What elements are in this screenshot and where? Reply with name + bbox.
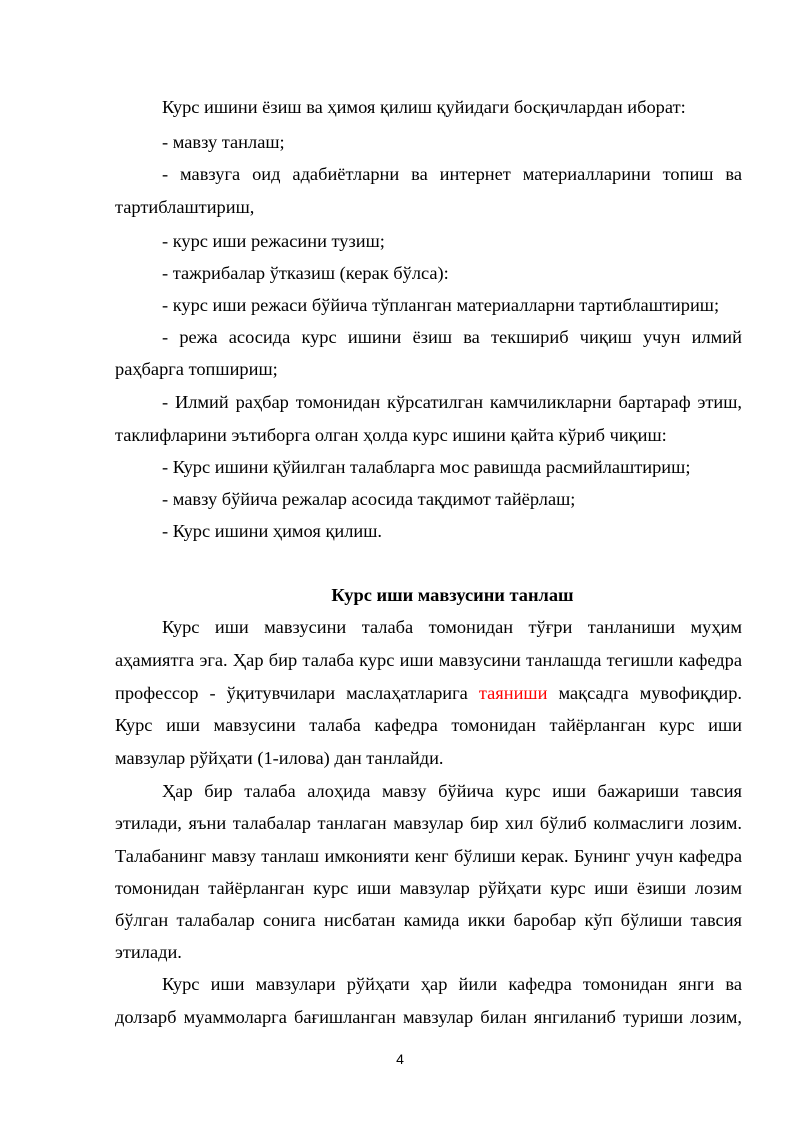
paragraph1-line1: Курс иши мавзусини талаба томонидан тўғри танланиши муҳим xyxy=(162,617,742,637)
stage-item-write-submit-line1: - режа асосида курс ишини ёзиш ва текшириб чиқиш учун илмий xyxy=(162,327,742,347)
highlighted-word: таяниши xyxy=(478,683,548,703)
stage-item-format: - Курс ишини қўйилган талабларга мос равишда расмийлаштириш; xyxy=(162,457,691,477)
stage-item-revise-line1: - Илмий раҳбар томонидан кўрсатилган камчиликларни бартараф этиш, xyxy=(162,392,742,412)
paragraph1-line3 xyxy=(115,680,742,706)
paragraph2-line2: этилади, яъни талабалар танлаган мавзулар бир хил бўлиб колмаслиги лозим. xyxy=(115,813,742,833)
paragraph1-line4: Курс иши мавзусини талаба кафедра томонидан тайёрланган курс иши xyxy=(115,715,742,735)
paragraph1-line3-part2: мақсадга мувофиқдир. xyxy=(547,683,742,703)
page-number: 4 xyxy=(396,1051,404,1067)
paragraph2-line3: Талабанинг мавзу танлаш имконияти кенг бўлиши керак. Бунинг учун кафедра xyxy=(115,846,742,866)
paragraph3-line2: долзарб муаммоларга бағишланган мавзулар билан янгиланиб туриши лозим, xyxy=(115,1007,742,1027)
paragraph3-line1: Курс иши мавзулари рўйҳати ҳар йили кафедра томонидан янги ва xyxy=(162,974,742,994)
section-heading: Курс иши мавзусини танлаш xyxy=(331,585,574,605)
stage-item-write-submit-line2: раҳбарга топшириш; xyxy=(115,359,278,379)
stage-item-presentation: - мавзу бўйича режалар асосида тақдимот тайёрлаш; xyxy=(162,489,576,509)
paragraph2-line4: томонидан тайёрланган курс иши мавзулар рўйҳати курс иши ёзиши лозим xyxy=(115,878,742,898)
stages-intro: Курс ишини ёзиш ва ҳимоя қилиш қуйидаги босқичлардан иборат: xyxy=(162,97,686,117)
paragraph1-line3-part1: профессор - ўқитувчилари маслаҳатларига xyxy=(115,683,479,703)
paragraph1-line2: аҳамиятга эга. Ҳар бир талаба курс иши мавзусини танлашда тегишли кафедра xyxy=(115,650,742,670)
stage-item-plan: - курс иши режасини тузиш; xyxy=(162,231,385,251)
paragraph2-line6: этилади. xyxy=(115,942,182,962)
stage-item-topic-selection: - мавзу танлаш; xyxy=(162,132,285,152)
stage-item-revise-line2: таклифларини эътиборга олган ҳолда курс ишини қайта кўриб чиқиш: xyxy=(115,425,667,445)
stage-item-literature-line2: тартиблаштириш, xyxy=(115,197,255,217)
stage-item-organize-materials: - курс иши режаси бўйича тўпланган материалларни тартиблаштириш; xyxy=(162,295,720,315)
paragraph2-line1: Ҳар бир талаба алоҳида мавзу бўйича курс иши бажариши тавсия xyxy=(162,781,742,801)
paragraph2-line5: бўлган талабалар сонига нисбатан камида икки баробар кўп бўлиши тавсия xyxy=(115,910,742,930)
paragraph1-line5: мавзулар рўйҳати (1-илова) дан танлайди. xyxy=(115,748,444,768)
stage-item-literature-line1: - мавзуга оид адабиётларни ва интернет материалларини топиш ва xyxy=(162,164,742,184)
stage-item-experiments: - тажрибалар ўтказиш (керак бўлса): xyxy=(162,263,449,283)
stage-item-defense: - Курс ишини ҳимоя қилиш. xyxy=(162,521,383,541)
